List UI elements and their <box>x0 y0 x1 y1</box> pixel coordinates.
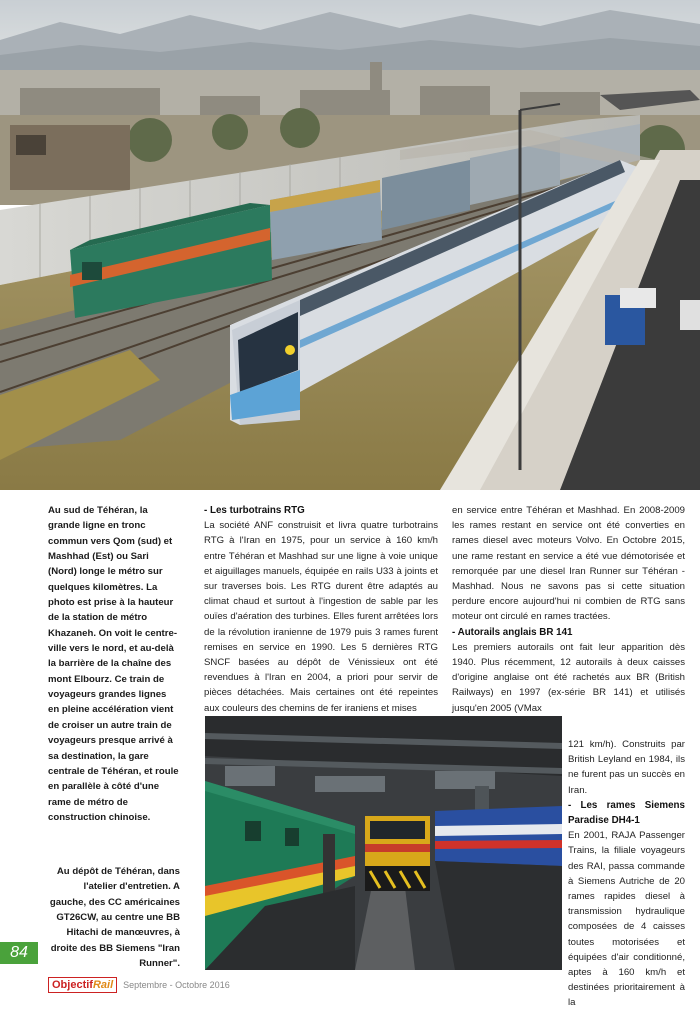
photo-caption-depot: Au dépôt de Téhéran, dans l'atelier d'entretien. A gauche, des CC américaines GT26CW, au centre une BB Hitachi de manœuvres, à droite des BB Siemens "Iran Runner". <box>49 866 180 970</box>
section-body-siemens: En 2001, RAJA Passenger Trains, la filiale voyageurs des RAI, passa commande à Siemens Autriche de 20 rames rapides diesel à transmission hydraulique composées de 4 caisses toutes motorisées et équipées d'air conditionné, aptes à 160 km/h et destinées prioritairement à la <box>568 830 685 1009</box>
article-column-3 <box>452 503 685 716</box>
section-body-autorails: Les premiers autorails ont fait leur apparition dès 1940. Plus récemment, 12 autorails à deux caisses d'origine anglaise ont été rachetés aux BR (British Railways) en 1997 (ex-série BR 141) et utilisés jusqu'en 2005 (VMax <box>452 641 685 714</box>
section-title-turbotrains: - Les turbotrains RTG <box>204 505 305 516</box>
magazine-logo <box>48 977 117 993</box>
article-column-2 <box>204 503 438 716</box>
section-body-autorails-continued: 121 km/h). Construits par British Leyland en 1984, ils ne furent pas un succès en Iran. <box>568 739 685 796</box>
photo-tehran-depot <box>205 716 562 970</box>
photo-caption-top: Au sud de Téhéran, la grande ligne en tronc commun vers Qom (sud) et Mashhad (Est) ou Sari (Nord) longe le métro sur quelques kilomètres. La photo est prise à la hauteur de la station de métro Khazaneh. On voit le centre-ville vers le nord, et au-delà la barrière de la chaîne des mont Elbourz. Ce train de voyageurs grandes lignes en pleine accélération vient de croiser un autre train de voyageurs presque arrivé à sa destination, la gare centrale de Téhéran, et roule en parallèle à côté d'une rame de métro de construction chinoise. <box>48 505 179 823</box>
page-number: 84 <box>0 942 38 964</box>
magazine-logo-rail: Rail <box>92 979 114 991</box>
section-title-autorails: - Autorails anglais BR 141 <box>452 626 573 638</box>
section-body-turbotrains-continued: en service entre Téhéran et Mashhad. En 2008-2009 les rames restant en service ont été converties en rames diesel avec moteurs Volvo. En Octobre 2015, une rame restant en service a été vue démotorisée et remorquée par une diesel Iran Runner sur Téhéran - Mashhad. Nous ne savons pas si cette situation perdure encore aujourd'hui ni combien de RTG sans moteur ont circulé en rames tractées. <box>452 505 685 623</box>
article-column-3-lower <box>568 737 685 1011</box>
photo-tehran-railway <box>0 0 700 490</box>
section-body-turbotrains: La société ANF construisit et livra quatre turbotrains RTG à l'Iran en 1975, pour un service à 160 km/h entre Téhéran et Mashhad sur une ligne à voie unique et aiguillages manuels, équipée en rails U33 à joints et sur traverses bois. Les RTG durent être adaptés au climat chaud et surtout à l'ingestion de sable par les ouïes d'aération des turbines. Elles furent arrêtées lors de la révolution iranienne de 1979 puis 3 rames furent remises en service en 1990. Les 5 dernières RTG SNCF basées au dépôt de Vénissieux ont été revendues à l'Iran en 2004, a priori pour servir de pièces détachées. Mais certaines ont été repeintes aux couleurs des chemins de fer iraniens et mises <box>204 520 438 714</box>
magazine-logo-objectif: Objectif <box>52 979 93 991</box>
issue-date: Septembre - Octobre 2016 <box>123 980 230 990</box>
footer <box>48 976 230 994</box>
section-title-siemens: - Les rames Siemens Paradise DH4-1 <box>568 799 685 827</box>
